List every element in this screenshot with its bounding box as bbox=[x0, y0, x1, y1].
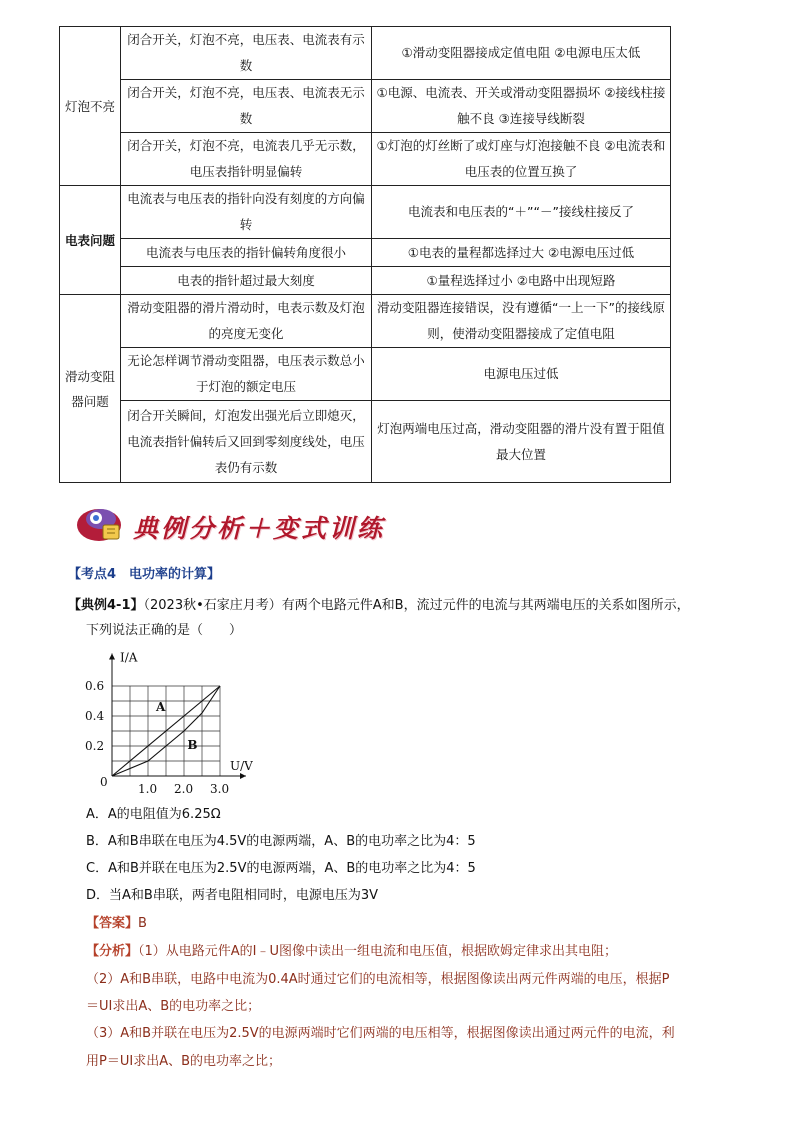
category-cell: 电表问题 bbox=[60, 186, 121, 295]
symptom-cell: 电流表与电压表的指针向没有刻度的方向偏转 bbox=[121, 186, 372, 239]
symptom-cell: 闭合开关，灯泡不亮，电压表、电流表无示数 bbox=[121, 80, 372, 133]
series-label-B: B bbox=[187, 738, 198, 752]
symptom-cell: 无论怎样调节滑动变阻器，电压表示数总小于灯泡的额定电压 bbox=[121, 348, 372, 401]
option-b: B．A和B串联在电压为4.5V的电源两端，A、B的电功率之比为4：5 bbox=[86, 834, 476, 849]
table-row bbox=[60, 348, 671, 401]
cause-cell: ①滑动变阻器接成定值电阻 ②电源电压太低 bbox=[372, 27, 671, 80]
origin-label: 0 bbox=[100, 775, 108, 789]
banner-emblem-icon bbox=[75, 503, 133, 547]
table-row bbox=[60, 267, 671, 295]
analysis-text-1: （1）从电路元件A的I﹣U图像中读出一组电流和电压值，根据欧姆定律求出其电阻； bbox=[138, 944, 618, 959]
analysis-label: 【分析】 bbox=[86, 944, 139, 959]
y-tick-label: 0.6 bbox=[85, 679, 105, 693]
option-c: C．A和B并联在电压为2.5V的电源两端，A、B的电功率之比为4：5 bbox=[86, 861, 476, 876]
topic-heading: 【考点4 电功率的计算】 bbox=[68, 567, 221, 582]
table-row bbox=[60, 80, 671, 133]
answer-value: B bbox=[138, 916, 147, 931]
option-d: D．当A和B串联，两者电阻相同时，电源电压为3V bbox=[86, 888, 378, 903]
cause-cell: 灯泡两端电压过高，滑动变阻器的滑片没有置于阻值最大位置 bbox=[372, 401, 671, 483]
x-tick-label: 2.0 bbox=[174, 782, 194, 796]
table-row bbox=[60, 27, 671, 80]
symptom-cell: 电表的指针超过最大刻度 bbox=[121, 267, 372, 295]
cause-cell: ①灯泡的灯丝断了或灯座与灯泡接触不良 ②电流表和电压表的位置互换了 bbox=[372, 133, 671, 186]
cause-cell: 电源电压过低 bbox=[372, 348, 671, 401]
symptom-cell: 闭合开关，灯泡不亮，电压表、电流表有示数 bbox=[121, 27, 372, 80]
question-label: 【典例4-1】 bbox=[68, 598, 144, 613]
symptom-cell: 电流表与电压表的指针偏转角度很小 bbox=[121, 239, 372, 267]
symptom-cell: 闭合开关，灯泡不亮，电流表几乎无示数，电压表指针明显偏转 bbox=[121, 133, 372, 186]
x-tick-label: 3.0 bbox=[210, 782, 230, 796]
cause-cell: 滑动变阻器连接错误，没有遵循“一上一下”的接线原则，使滑动变阻器接成了定值电阻 bbox=[372, 295, 671, 348]
y-tick-label: 0.4 bbox=[85, 709, 105, 723]
cause-cell: ①电表的量程都选择过大 ②电源电压过低 bbox=[372, 239, 671, 267]
table-row bbox=[60, 401, 671, 483]
question-text-1: （2023秋•石家庄月考）有两个电路元件A和B，流过元件的电流与其两端电压的关系如图所示， bbox=[143, 598, 690, 613]
question-line-1 bbox=[68, 597, 690, 615]
symptom-cell: 闭合开关瞬间，灯泡发出强光后立即熄灭，电流表指针偏转后又回到零刻度线处，电压表仍有示数 bbox=[121, 401, 372, 483]
table-row bbox=[60, 133, 671, 186]
y-axis-label: I/A bbox=[120, 650, 138, 665]
cause-cell: 电流表和电压表的“＋”“－”接线柱接反了 bbox=[372, 186, 671, 239]
table-row bbox=[60, 186, 671, 239]
category-cell: 灯泡不亮 bbox=[60, 27, 121, 186]
table-row bbox=[60, 295, 671, 348]
answer-line bbox=[86, 915, 147, 933]
analysis-line-2: （2）A和B串联，电路中电流为0.4A时通过它们的电流相等，根据图像读出两元件两端的电压，根据P bbox=[86, 972, 670, 987]
y-axis-arrow bbox=[109, 654, 115, 660]
banner-title: 典例分析＋变式训练 bbox=[133, 514, 386, 543]
x-axis-arrow bbox=[240, 773, 246, 779]
y-tick-label: 0.2 bbox=[85, 739, 105, 753]
option-a: A．A的电阻值为6.25Ω bbox=[86, 807, 221, 822]
analysis-line-1 bbox=[86, 943, 617, 961]
analysis-line-3: ＝UI求出A、B的电功率之比； bbox=[86, 999, 261, 1014]
cause-cell: ①量程选择过小 ②电路中出现短路 bbox=[372, 267, 671, 295]
cause-cell: ①电源、电流表、开关或滑动变阻器损坏 ②接线柱接触不良 ③连接导线断裂 bbox=[372, 80, 671, 133]
series-label-A: A bbox=[156, 700, 166, 714]
question-line-2: 下列说法正确的是（ ） bbox=[86, 623, 243, 638]
category-cell: 滑动变阻器问题 bbox=[60, 295, 121, 483]
table-row bbox=[60, 239, 671, 267]
x-tick-label: 1.0 bbox=[138, 782, 158, 796]
answer-label: 【答案】 bbox=[86, 916, 139, 931]
section-banner bbox=[75, 503, 415, 547]
analysis-line-5: 用P＝UI求出A、B的电功率之比； bbox=[86, 1054, 282, 1069]
analysis-line-4: （3）A和B并联在电压为2.5V的电源两端时它们两端的电压相等，根据图像读出通过两元件的电流，利 bbox=[86, 1026, 675, 1041]
symptom-cell: 滑动变阻器的滑片滑动时，电表示数及灯泡的亮度无变化 bbox=[121, 295, 372, 348]
x-axis-label: U/V bbox=[230, 759, 253, 773]
iu-graph bbox=[82, 646, 272, 798]
troubleshooting-table bbox=[59, 26, 671, 483]
